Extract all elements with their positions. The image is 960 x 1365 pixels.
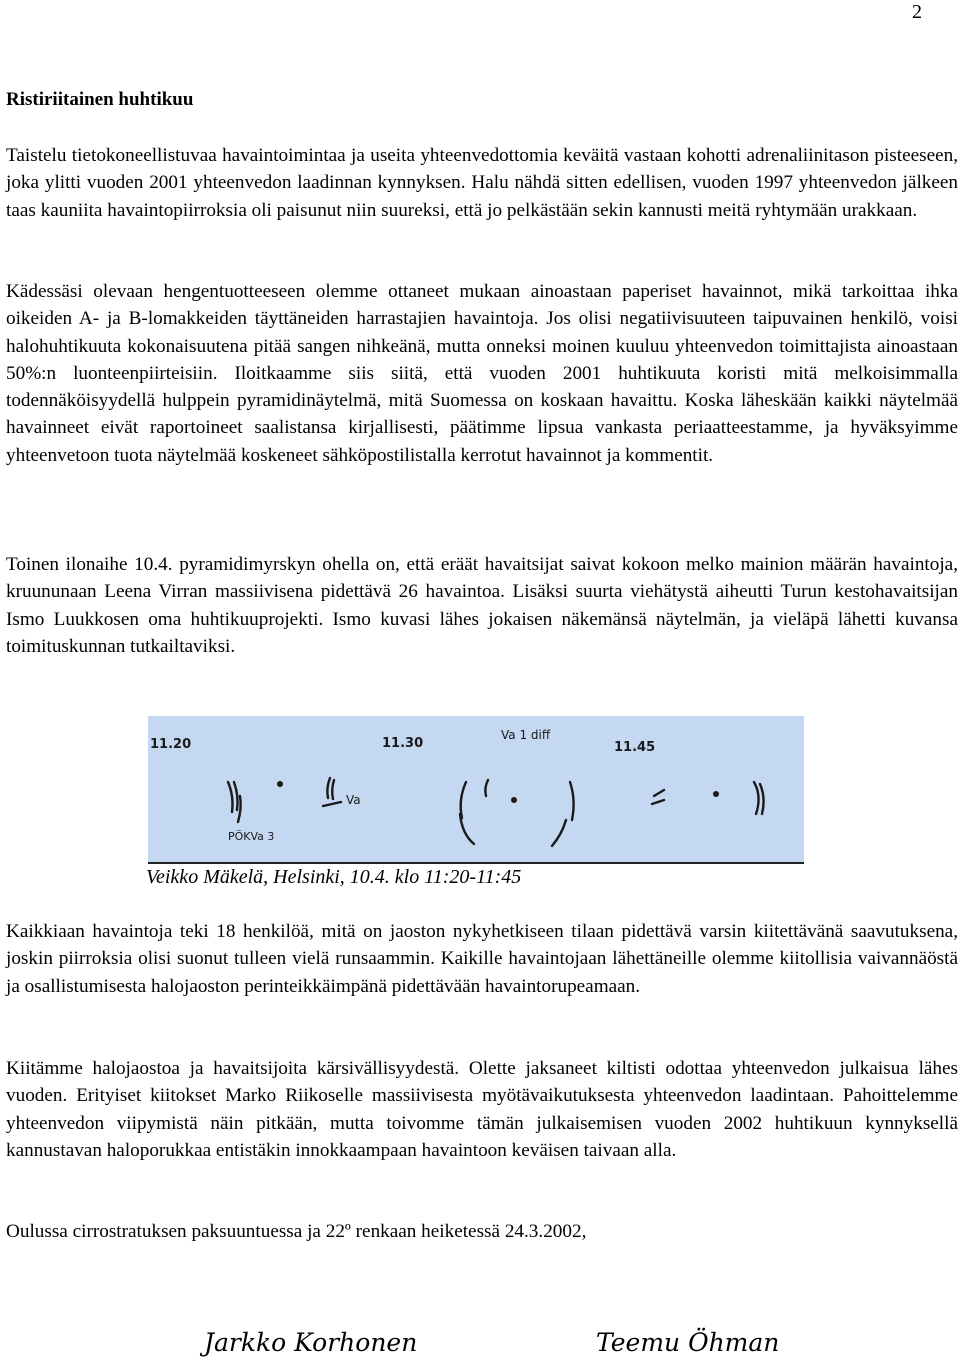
signature-right: Teemu Öhman	[596, 1328, 780, 1357]
arc-mark	[327, 778, 330, 798]
arc-mark	[570, 782, 574, 820]
halo-sketch-drawing	[148, 716, 804, 862]
arc-mark	[654, 790, 664, 796]
paragraph-observer-count: Kaikkiaan havaintoja teki 18 henkilöä, mitä on jaoston nykyhetkiseen tilaan pidettävä varsin kiitettävänä saavutuksena, joskin piirroksia olisi suonut tulleen vielä runsaammin. Kaikille havaintojaan lähettäneille olemme kiitollisia vaivannäöstä ja osallistumisesta halojaoston perinteikkäimpänä pidettävään havaintorupeamaan.	[6, 921, 958, 997]
paragraph-paper-observations: Kädessäsi olevaan hengentuotteeseen olemme ottaneet mukaan ainoastaan paperiset havainnot, mikä tarkoittaa ihka oikeiden A- ja B-lomakkeiden täyttäneiden harrastajien havaintoja. Jos olisi negatiivisuuteen taipuvainen henkilö, voisi halohuhtikuuta kokonaisuutena pitää sangen nihkeänä, mutta onneksi moinen kuuluu yhteenvedon toimittajista ainoastaan 50%:n luonteenpiirteisiin. Iloitkaamme siis siitä, että vuoden 2001 huhtikuuta koristi mitä melkoisimmalla todennäköisyydellä hulppein pyramidinäytelmä, mitä Suomessa on koskaan havaittu. Koska läheskään kaikki näytelmää havainneet eivät raportoineet saalistansa kirjallisesti, päätimme lipsua vankasta periaatteestamme, ja hyväksyimme yhteenvetoon tuota näytelmää koskeneet sähköpostilistalla kerrotut havainnot ja kommentit.	[6, 281, 958, 466]
sun-dot	[713, 791, 719, 797]
arc-mark	[485, 780, 488, 796]
arc-mark	[228, 782, 233, 812]
paragraph-intro: Taistelu tietokoneellistuvaa havaintoimintaa ja useita yhteenvedottomia keväitä vastaan kohotti adrenaliinitason pisteeseen, joka ylitti vuoden 2001 yhteenvedon laadinnan kynnyksen. Halu nähdä sitten edellisen, vuoden 1997 yhteenvedon jälkeen taas kauniita havaintopiirroksia oli paisunut niin suureksi, että jo pelkästään sekin kannusti meitä ryhtymään urakkaan.	[6, 145, 958, 221]
sketch-time-label-1130: 11.30	[382, 736, 424, 751]
arc-mark	[652, 800, 664, 804]
sketch-pokva-label: PÖKVa 3	[228, 830, 275, 843]
paragraph-second-highlight: Toinen ilonaihe 10.4. pyramidimyrskyn ohella on, että eräät havaitsijat saivat kokoon melko mainion määrän havaintoja, kruununaan Leena Virran massiivisena pidettävä 26 havaintoa. Lisäksi suurta viehätystä aiheutti Turun kestohavaitsijan Ismo Luukkosen oma huhtikuuprojekti. Ismo kuvasi lähes jokaisen näkemänsä näytelmän, ja vieläpä lähetti kuvansa toimituskunnan tutkailtaviksi.	[6, 554, 958, 657]
arc-mark	[234, 782, 238, 810]
sketch-va-label: Va	[346, 793, 361, 807]
arc-mark	[461, 782, 466, 818]
paragraph-closing: Oulussa cirrostratuksen paksuuntuessa ja 22º renkaan heiketessä 24.3.2002,	[6, 1221, 587, 1242]
signatures	[0, 1322, 960, 1365]
sketch-time-label-1145: 11.45	[614, 740, 656, 755]
signature-left: Jarkko Korhonen	[204, 1328, 418, 1357]
sun-dot	[511, 797, 517, 803]
page-number: 2	[912, 1, 922, 23]
paragraph-thanks: Kiitämme halojaostoa ja havaitsijoita kärsivällisyydestä. Olette jaksaneet kiltisti odottaa yhteenvedon julkaisua lähes vuoden. Erityiset kiitokset Marko Riikoselle massiivisesta myötävaikutuksesta yhteenvedon laadintaan. Pahoittelemme yhteenvedon viipymistä näin pitkään, mutta toivomme tämän julkaisemisen vuoden 2002 huhtikuun kynnyksellä kannustavan haloporukkaa entistäkin innokkaampaan havaintoon keväisen taivaan alla.	[6, 1058, 958, 1161]
halo-sketch-figure	[148, 716, 804, 864]
section-heading: Ristiriitainen huhtikuu	[6, 89, 194, 110]
arc-mark	[552, 820, 566, 846]
figure-caption: Veikko Mäkelä, Helsinki, 10.4. klo 11:20-11:45	[146, 866, 522, 888]
arc-mark	[754, 782, 759, 814]
arc-mark	[323, 802, 341, 806]
sketch-diff-label: Va 1 diff	[501, 728, 551, 742]
sketch-time-label-1120: 11.20	[150, 737, 192, 752]
arc-mark	[760, 784, 764, 814]
sun-dot	[277, 781, 283, 787]
arc-mark	[332, 780, 334, 799]
